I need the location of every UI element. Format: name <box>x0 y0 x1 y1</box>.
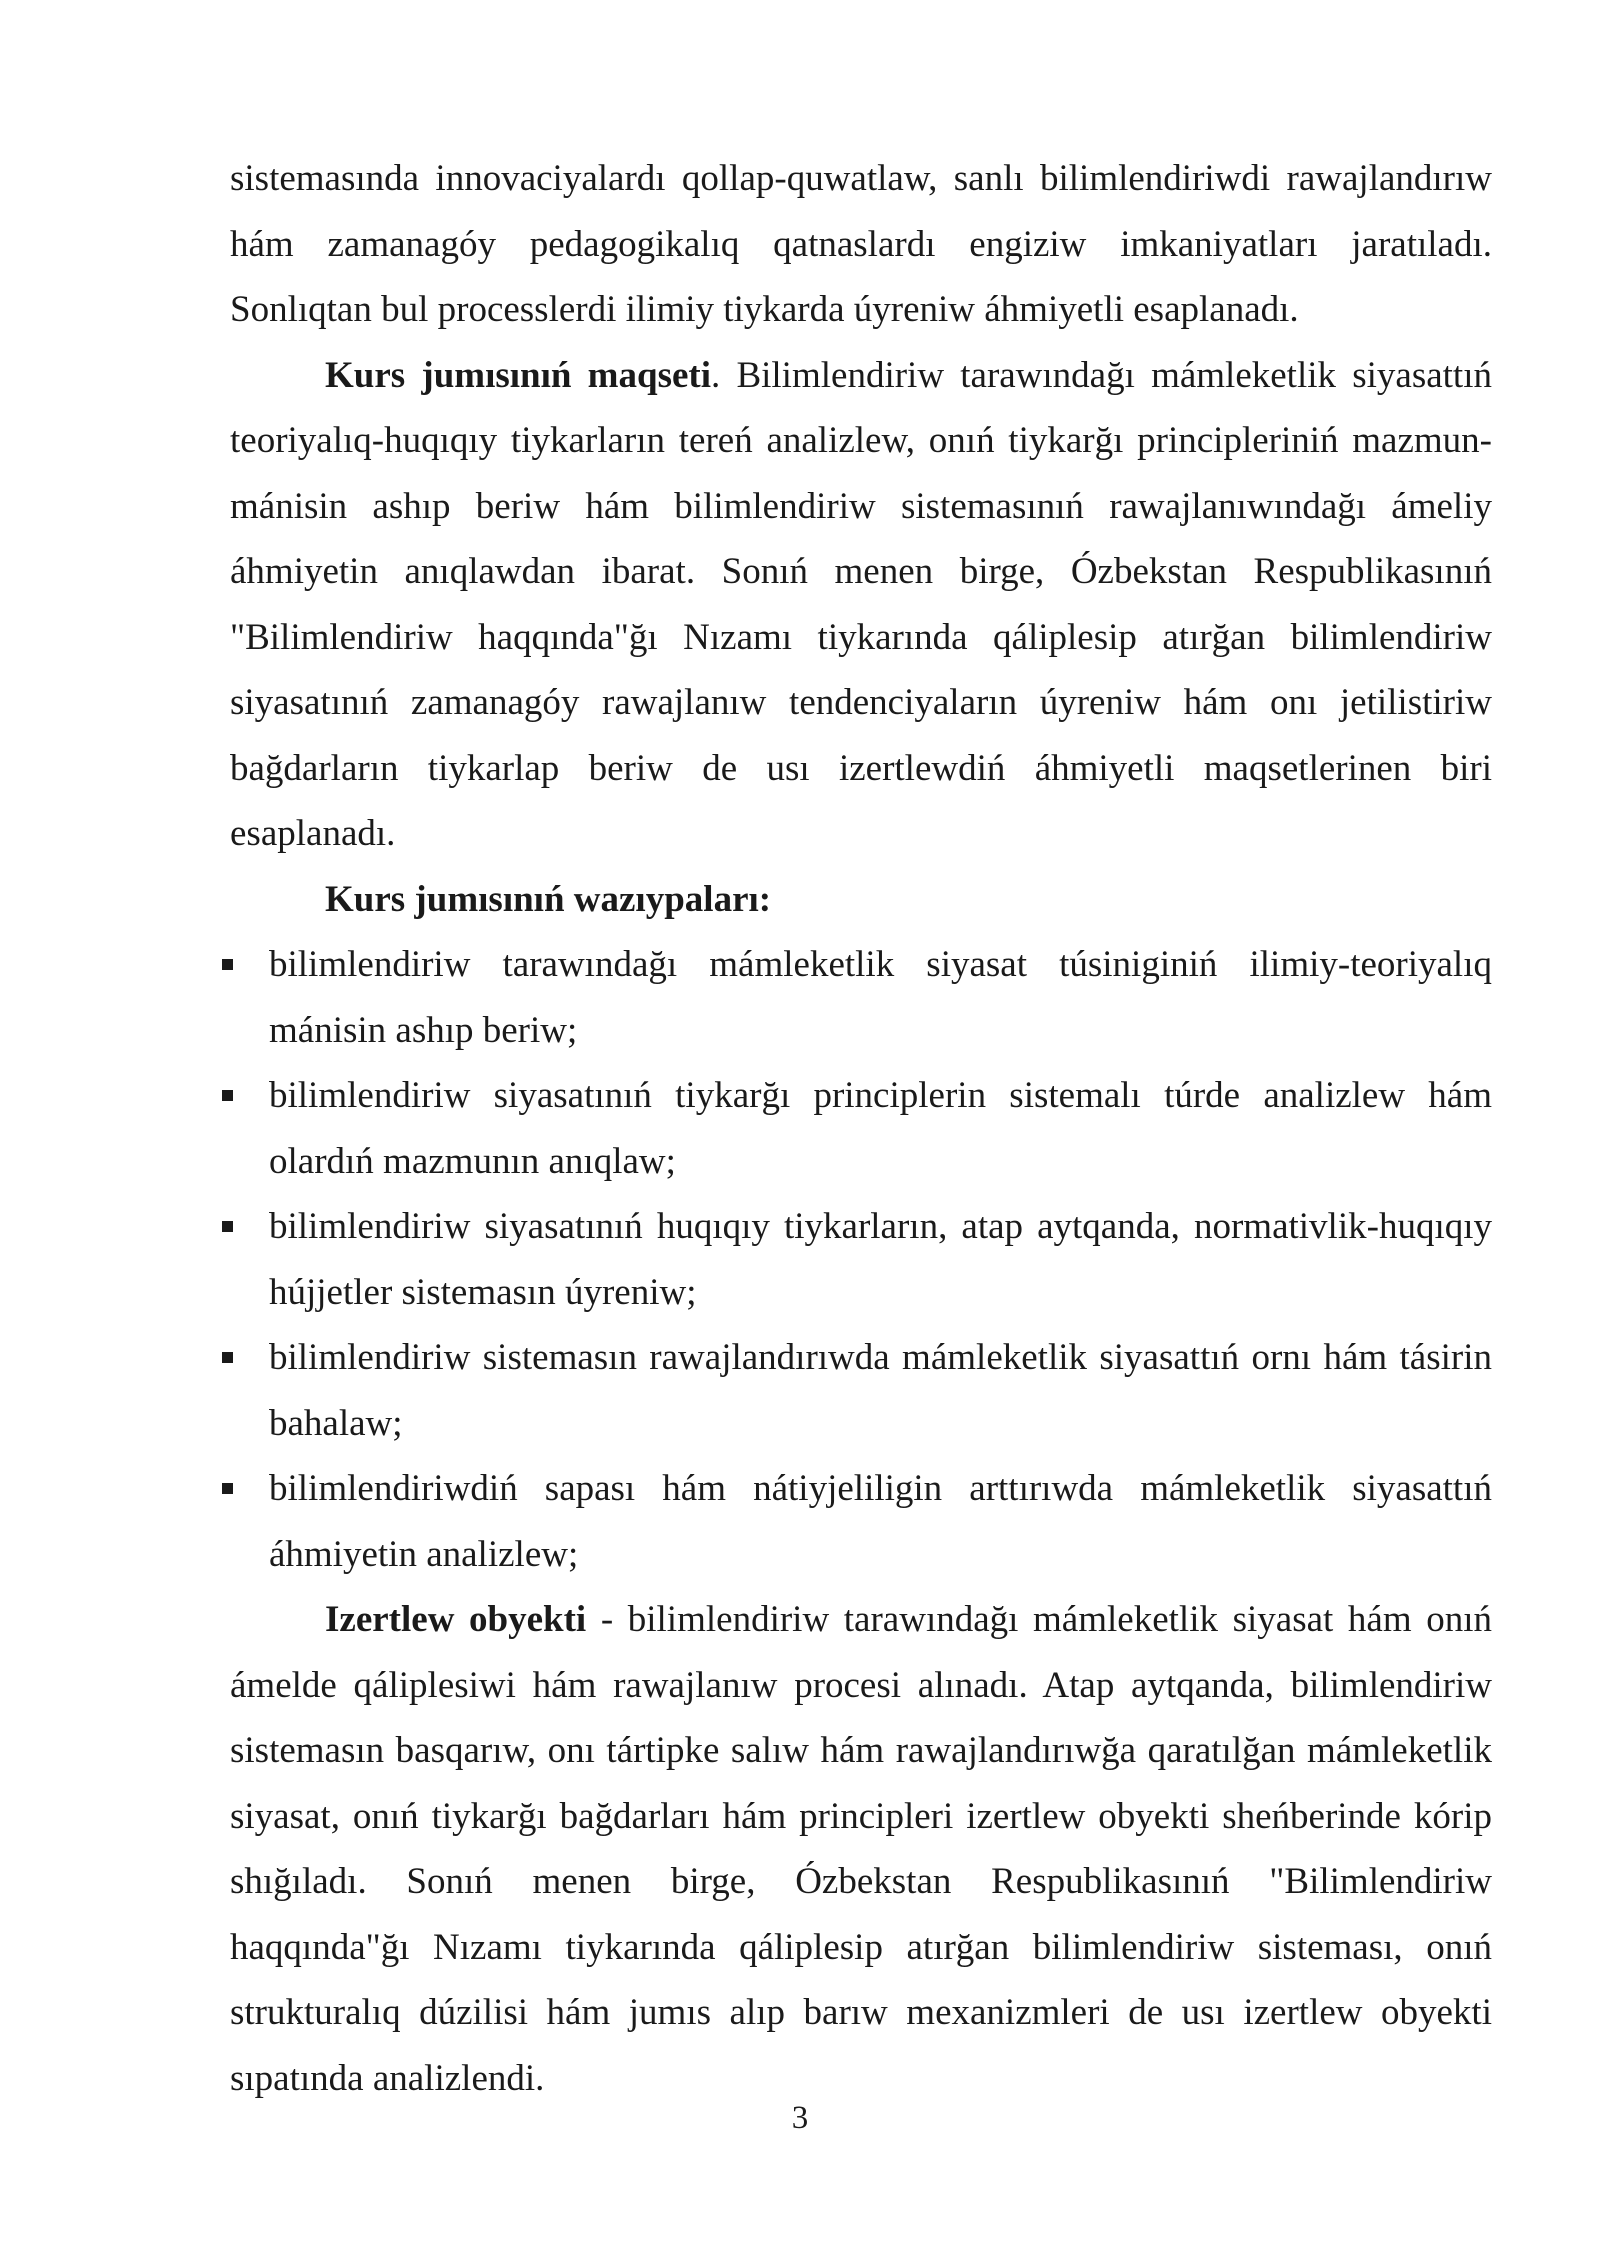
goal-heading: Kurs jumısınıń maqseti <box>325 354 711 396</box>
list-item-text: bilimlendiriw tarawındağı mámleketlik siyasat túsiniginiń ilimiy-teoriyalıq mánisin ashıp beriw; <box>269 944 1492 1051</box>
list-item-text: bilimlendiriw sistemasın rawajlandırıwda mámleketlik siyasattıń ornı hám tásirin bahalaw; <box>269 1337 1492 1444</box>
square-bullet-icon <box>222 959 233 970</box>
object-heading: Izertlew obyekti <box>325 1599 587 1640</box>
intro-paragraph: sistemasında innovaciyalardı qollap-quwatlaw, sanlı bilimlendiriwdi rawajlandırıw hám zamanagóy pedagogikalıq qatnaslardı engiziw imkaniyatları jaratıladı. Sonlıqtan bul processlerdi ilimiy tiykarda úyreniw áhmiyetli esaplanadı. <box>230 158 1492 330</box>
list-item <box>230 1063 1492 1194</box>
list-item-text: bilimlendiriwdiń sapası hám nátiyjeliligin arttırıwda mámleketlik siyasattıń áhmiyetin analizlew; <box>269 1468 1492 1575</box>
list-item <box>230 932 1492 1063</box>
list-item-text: bilimlendiriw siyasatınıń huqıqıy tiykarların, atap aytqanda, normativlik-huqıqıy hújjetler sistemasın úyreniw; <box>269 1206 1492 1313</box>
tasks-list <box>230 932 1492 1587</box>
list-item <box>230 1456 1492 1587</box>
list-item <box>230 1325 1492 1456</box>
square-bullet-icon <box>222 1090 233 1101</box>
list-item-text: bilimlendiriw siyasatınıń tiykarğı principlerin sistemalı túrde analizlew hám olardıń mazmunın anıqlaw; <box>269 1075 1492 1182</box>
page-number: 3 <box>791 2100 809 2136</box>
square-bullet-icon <box>222 1483 233 1494</box>
square-bullet-icon <box>222 1352 233 1363</box>
goal-text: . Bilimlendiriw tarawındağı mámleketlik siyasattıń teoriyalıq-huqıqıy tiykarların tereń analizlew, onıń tiykarğı principleriniń mazmun-mánisin ashıp beriw hám bilimlendiriw sistemasınıń rawajlanıwındağı ámeliy áhmiyetin anıqlawdan ibarat. Sonıń menen birge, Ózbekstan Respublikasınıń "Bilimlendiriw haqqında"ğı Nızamı tiykarında qáliplesip atırğan bilimlendiriw siyasatınıń zamanagóy rawajlanıw tendenciyaların úyreniw hám onı jetilistiriw bağdarların tiykarlap beriw de usı izertlewdiń áhmiyetli maqsetlerinen biri esaplanadı. <box>230 354 1492 854</box>
object-text: - bilimlendiriw tarawındağı mámleketlik siyasat hám onıń ámelde qáliplesiwi hám rawajlanıw procesi alınadı. Atap aytqanda, bilimlendiriw sistemasın basqarıw, onı tártipke salıw hám rawajlandırıwğa qaratılğan mámleketlik siyasat, onıń tiykarğı bağdarları hám principleri izertlew obyekti sheńberinde kórip shığıladı. Sonıń menen birge, Ózbekstan Respublikasınıń "Bilimlendiriw haqqında"ğı Nızamı tiykarında qáliplesip atırğan bilimlendiriw sisteması, onıń strukturalıq dúzilisi hám jumıs alıp barıw mexanizmleri de usı izertlew obyekti sıpatında analizlendi. <box>230 1599 1492 2099</box>
square-bullet-icon <box>222 1221 233 1232</box>
document-page <box>230 146 1492 2111</box>
goal-paragraph <box>230 343 1492 867</box>
object-paragraph <box>230 1587 1492 2111</box>
list-item <box>230 1194 1492 1325</box>
tasks-heading: Kurs jumısınıń wazıypaları: <box>325 878 772 920</box>
tasks-heading-paragraph <box>230 867 1492 933</box>
